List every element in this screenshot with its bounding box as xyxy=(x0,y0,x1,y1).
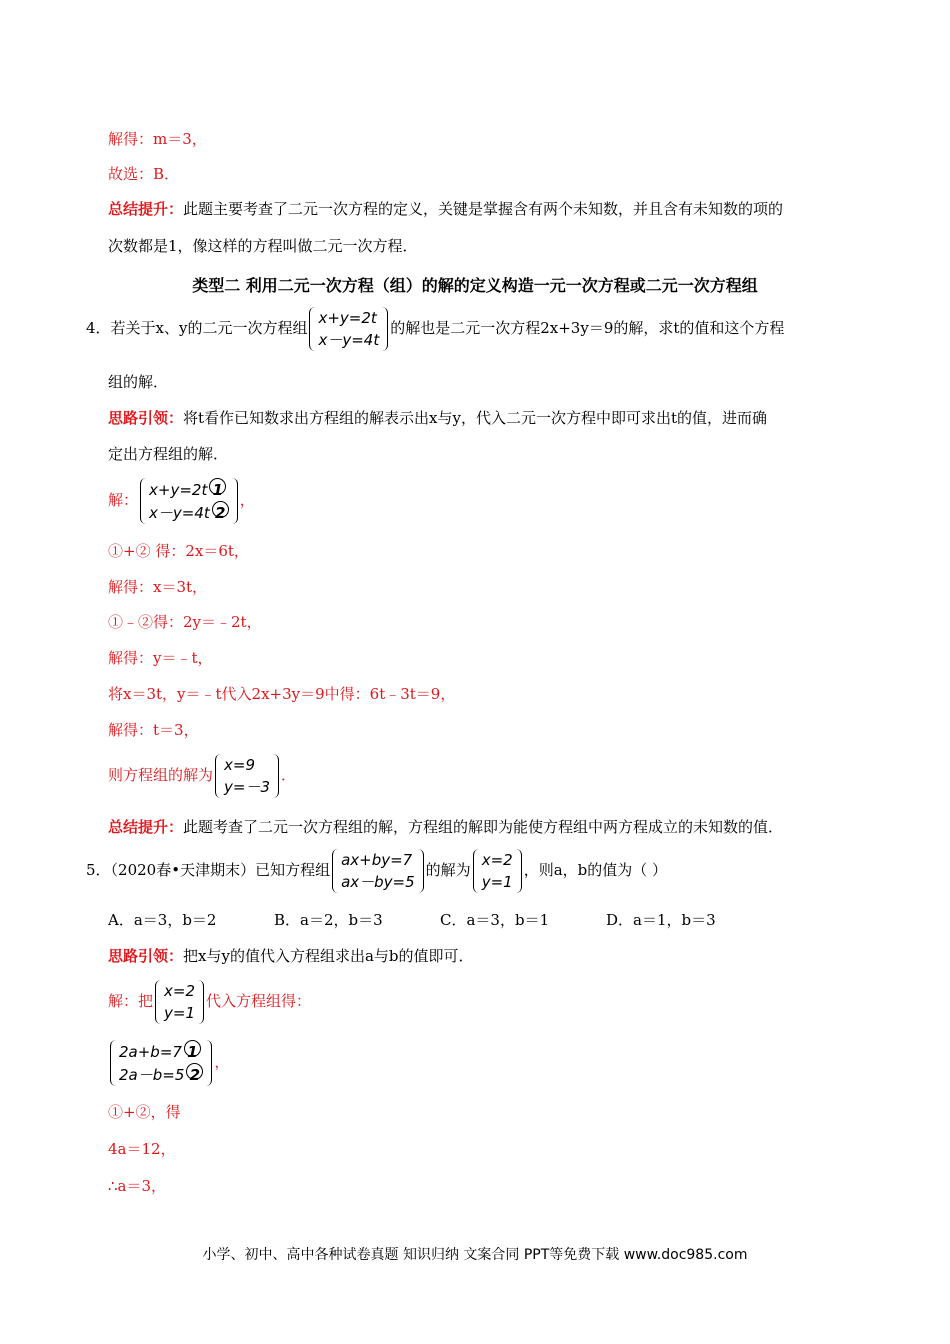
solution-4-label: 解： xyxy=(108,491,139,509)
solution-5-eq-1: 2a+b=7 1 xyxy=(119,1040,203,1063)
step-4-2: 解得：x＝3t， xyxy=(108,578,208,596)
hint-4-cont: 定出方程组的解． xyxy=(108,445,229,463)
question-5-sol-1: x=2 xyxy=(481,851,513,869)
solution-4-eq-2: x－y=4t 2 xyxy=(149,501,229,524)
summary-4-text: 此题考查了二元一次方程组的解，方程组的解即为能使方程组中两方程成立的未知数的值． xyxy=(183,818,784,836)
circle-2-icon: 2 xyxy=(212,501,229,518)
question-4-text-a: 若关于x、y的二元一次方程组 xyxy=(110,319,308,337)
step-4-5: 将x＝3t，y＝﹣t代入2x+3y＝9中得：6t﹣3t＝9， xyxy=(108,685,456,703)
summary-4 xyxy=(108,817,783,837)
question-4-text-b: 的解也是二元一次方程2x+3y＝9的解，求t的值和这个方程 xyxy=(390,319,785,337)
section-2-heading: 类型二 利用二元一次方程（组）的解的定义构造一元一次方程或二元一次方程组 xyxy=(192,276,758,295)
circle-2-icon: 2 xyxy=(186,1063,203,1080)
option-b[interactable]: B．a＝2，b＝3 xyxy=(274,911,383,929)
solution-5-val-2: y=1 xyxy=(164,1004,196,1022)
footer: 小学、初中、高中各种试卷真题 知识归纳 文案合同 PPT等免费下载 www.doc985.com xyxy=(202,1247,748,1263)
hint-4-label: 思路引领： xyxy=(108,409,184,427)
solution-5-text-b: 代入方程组得： xyxy=(206,992,312,1010)
summary-1-label: 总结提升： xyxy=(108,200,184,218)
option-a[interactable]: A．a＝3，b＝2 xyxy=(108,911,217,929)
summary-1-text-a: 此题主要考查了二元一次方程的定义，关键是掌握含有两个未知数，并且含有未知数的项的 xyxy=(183,200,784,218)
circle-1-icon: 1 xyxy=(209,478,226,495)
step-4-4: 解得：y＝﹣t， xyxy=(108,649,213,667)
circle-1-icon: 1 xyxy=(184,1040,201,1057)
solution-5-comma: ， xyxy=(214,1053,230,1071)
summary-1 xyxy=(108,199,783,219)
hint-4 xyxy=(108,408,767,428)
question-5-number: 5． xyxy=(86,861,111,879)
result-4-end: ． xyxy=(281,766,297,784)
option-d[interactable]: D．a＝1，b＝3 xyxy=(606,911,716,929)
hint-5 xyxy=(108,946,474,966)
solution-4-system xyxy=(140,478,238,524)
step-5-1: ①+②，得 xyxy=(108,1103,181,1121)
result-4-text: 则方程组的解为 xyxy=(108,766,214,784)
question-5-solution xyxy=(473,849,522,893)
solution-5-values xyxy=(155,980,204,1024)
question-4-system xyxy=(309,307,388,351)
question-5-text-c: ，则a，b的值为（ ） xyxy=(523,861,668,879)
step-4-3: ①﹣②得：2y＝﹣2t， xyxy=(108,613,262,631)
option-c[interactable]: C．a＝3，b＝1 xyxy=(440,911,550,929)
question-5-text-b: 的解为 xyxy=(425,861,471,879)
question-5-eq-1: ax+by=7 xyxy=(341,851,413,869)
step-4-1: ①+② 得：2x＝6t， xyxy=(108,542,249,560)
question-4 xyxy=(86,307,784,351)
question-5-eq-2: ax－by=5 xyxy=(341,873,415,891)
solution-5-eq-2: 2a－b=5 2 xyxy=(119,1063,203,1086)
result-4-system xyxy=(215,754,279,798)
hint-4-text-a: 将t看作已知数求出方程组的解表示出x与y，代入二元一次方程中即可求出t的值，进而确 xyxy=(183,409,768,427)
result-4-eq-2: y=－3 xyxy=(224,778,271,796)
question-4-eq-2: x－y=4t xyxy=(318,331,380,349)
step-5-3: ∴a＝3， xyxy=(108,1177,167,1195)
step-4-6: 解得：t＝3， xyxy=(108,721,199,739)
question-4-eq-1: x+y=2t xyxy=(318,309,377,327)
solution-4-comma: ， xyxy=(239,491,255,509)
question-5 xyxy=(86,849,667,893)
step-5-2: 4a＝12， xyxy=(108,1140,176,1158)
question-4-number: 4． xyxy=(86,319,111,337)
hint-5-text: 把x与y的值代入方程组求出a与b的值即可． xyxy=(183,947,474,965)
summary-4-label: 总结提升： xyxy=(108,818,184,836)
solution-4-eq-1: x+y=2t 1 xyxy=(149,478,229,501)
question-5-sol-2: y=1 xyxy=(481,873,513,891)
solution-5-system xyxy=(110,1040,212,1086)
choose-b-line: 故选：B． xyxy=(108,165,180,183)
hint-5-label: 思路引领： xyxy=(108,947,184,965)
result-4-eq-1: x=9 xyxy=(224,756,256,774)
solution-4-system-line xyxy=(108,478,255,524)
question-5-options xyxy=(108,910,772,930)
solution-5 xyxy=(108,980,311,1024)
summary-1-cont: 次数都是1，像这样的方程叫做二元一次方程． xyxy=(108,237,418,255)
result-4 xyxy=(108,754,296,798)
solution-5-system-line xyxy=(108,1040,229,1086)
solve-m-line: 解得：m＝3， xyxy=(108,130,207,148)
question-5-text-a: （2020春•天津期末）已知方程组 xyxy=(110,861,331,879)
solution-5-val-1: x=2 xyxy=(164,982,196,1000)
question-4-cont: 组的解． xyxy=(108,373,169,391)
solution-5-text-a: 解：把 xyxy=(108,992,154,1010)
question-5-system xyxy=(332,849,424,893)
